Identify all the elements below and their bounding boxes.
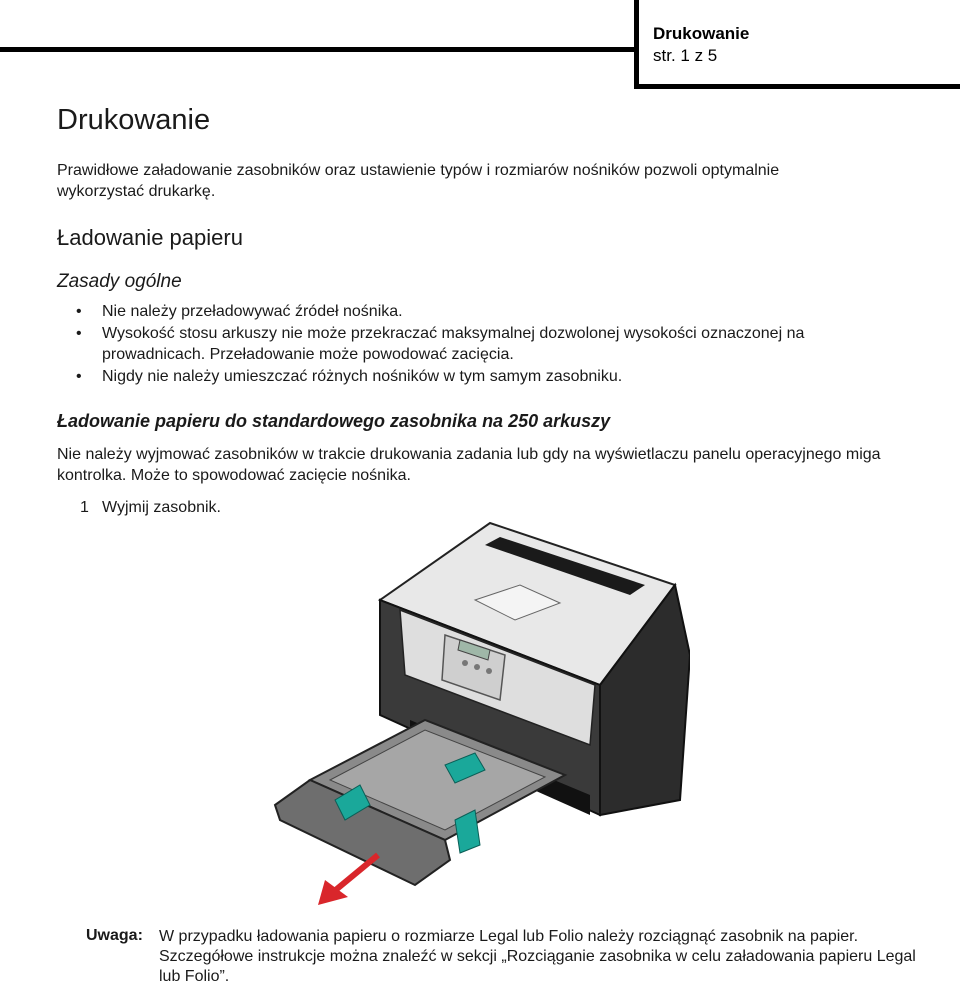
tray-heading: Ładowanie papieru do standardowego zasobnika na 250 arkuszy (57, 411, 611, 431)
header-box (634, 0, 960, 89)
button-icon (462, 660, 468, 666)
step-text: Wyjmij zasobnik. (102, 499, 221, 516)
list-item (76, 301, 896, 322)
list-item (76, 323, 896, 365)
list-item (76, 366, 896, 387)
note-text: W przypadku ładowania papieru o rozmiarze Legal lub Folio należy rozciągnąć zasobnik na papier. Szczegółowe instrukcje można znaleźć w sekcji „Rozciąganie zasobnika w celu załadowania papieru Legal lub Folio”. (159, 928, 916, 985)
button-icon (486, 668, 492, 674)
general-rules-list (76, 301, 896, 388)
list-item-text: Nie należy przeładowywać źródeł nośnika. (102, 303, 403, 320)
pull-arrow-shaft (332, 855, 378, 893)
header-rule (0, 47, 636, 52)
page-number: str. 1 z 5 (653, 46, 718, 65)
intro-paragraph: Prawidłowe załadowanie zasobników oraz ustawienie typów i rozmiarów nośników pozwoli optymalnie wykorzystać drukarkę. (57, 162, 780, 200)
bullet-icon: • (76, 325, 82, 342)
step-1 (80, 497, 221, 518)
page-title: Drukowanie (57, 104, 211, 136)
bullet-icon: • (76, 303, 82, 320)
subsection-heading: Zasady ogólne (57, 271, 182, 292)
list-item-text: Nigdy nie należy umieszczać różnych nośników w tym samym zasobniku. (102, 368, 623, 385)
step-number: 1 (80, 499, 89, 516)
note-label: Uwaga: (86, 927, 143, 944)
warning-paragraph: Nie należy wyjmować zasobników w trakcie drukowania zadania lub gdy na wyświetlaczu panelu operacyjnego miga kontrolka. Może to spowodować zacięcie nośnika. (57, 446, 881, 484)
section-heading: Ładowanie papieru (57, 225, 243, 250)
running-header-title: Drukowanie (653, 24, 750, 43)
list-item-text: Wysokość stosu arkuszy nie może przekraczać maksymalnej dozwolonej wysokości oznaczonej na prowadnicach. Przeładowanie może powodować zacięcia. (102, 325, 805, 363)
printer-tray-illustration (270, 515, 690, 910)
bullet-icon: • (76, 368, 82, 385)
button-icon (474, 664, 480, 670)
